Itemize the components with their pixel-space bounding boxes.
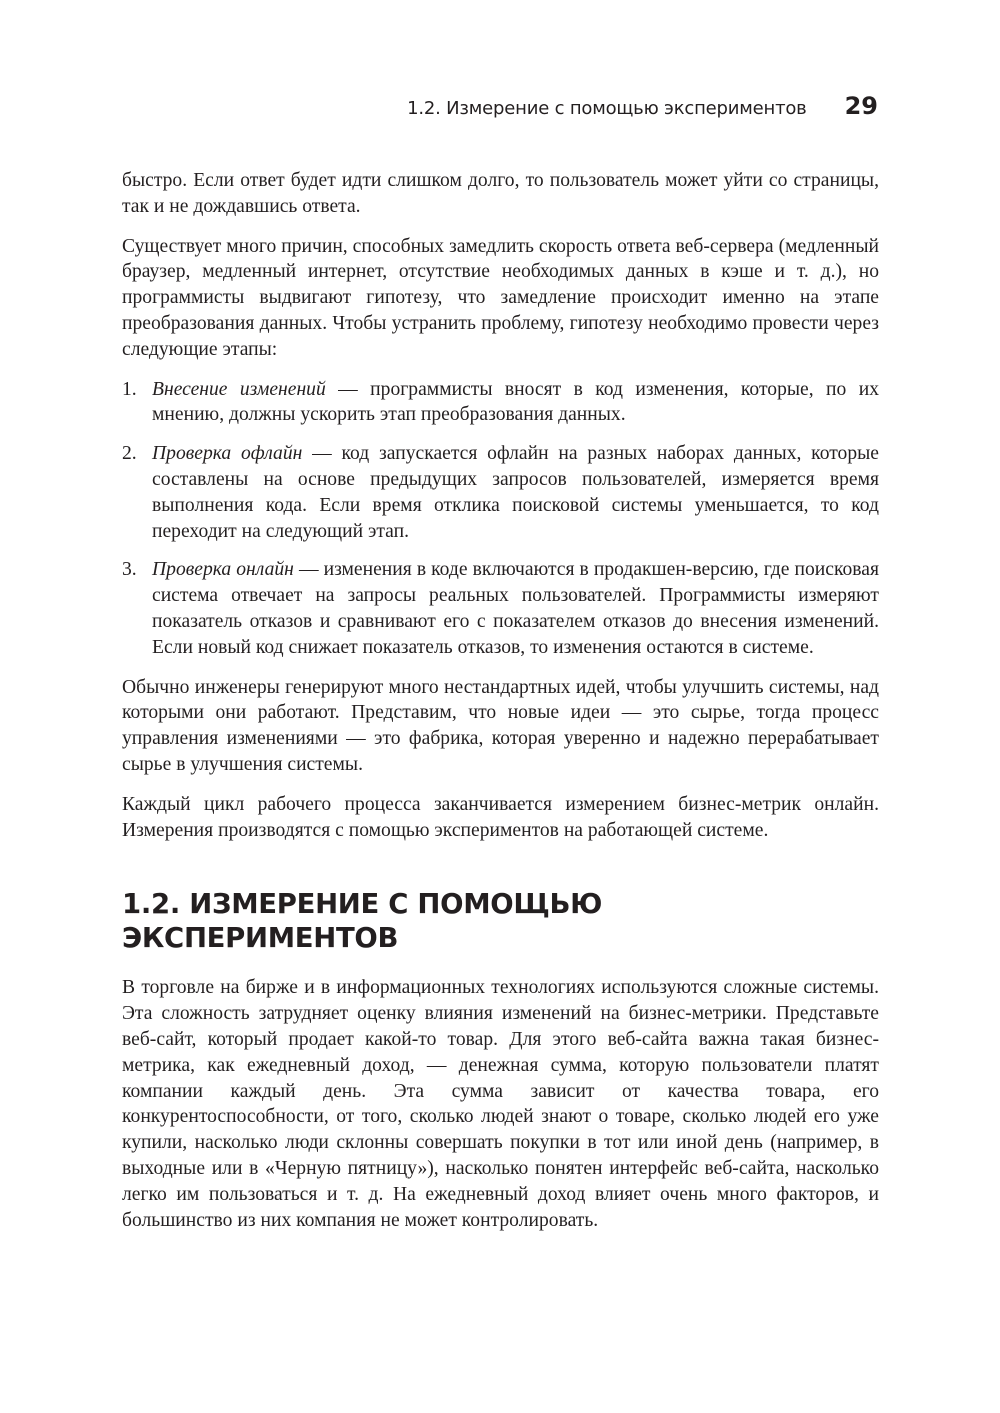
list-item-text: — программисты вносят в код изменения, которые, по их мнению, должны ускорить этап преобразования данных. bbox=[152, 378, 879, 426]
list-item-term: Проверка офлайн bbox=[152, 443, 303, 465]
list-item-term: Проверка онлайн bbox=[152, 559, 294, 581]
section-heading: 1.2. ИЗМЕРЕНИЕ С ПОМОЩЬЮ ЭКСПЕРИМЕНТОВ bbox=[122, 888, 603, 955]
body-text bbox=[122, 168, 879, 1247]
list-item-number: 2. bbox=[122, 443, 137, 465]
numbered-list bbox=[122, 377, 879, 661]
list-item-number: 1. bbox=[122, 378, 137, 400]
list-item bbox=[122, 377, 879, 429]
list-item bbox=[122, 441, 879, 544]
list-item-term: Внесение изменений bbox=[152, 378, 326, 400]
page-number: 29 bbox=[844, 92, 878, 120]
list-item-text: — код запускается офлайн на разных наборах данных, которые составлены на основе предыдущих запросов пользователей, измеряется время выполнения кода. Если время отклика поисковой системы уменьшается, то код переходит на следующий этап. bbox=[152, 443, 880, 542]
paragraph: Обычно инженеры генерируют много нестандартных идей, чтобы улучшить системы, над которыми они работают. Представим, что новые идеи — это сырье, тогда процесс управления изменениями — это фабрика, которая уверенно и надежно перерабатывает сырье в улучшения системы. bbox=[122, 676, 879, 775]
running-title: 1.2. Измерение с помощью экспериментов bbox=[407, 98, 807, 119]
list-item-number: 3. bbox=[122, 559, 137, 581]
paragraph: Существует много причин, способных замедлить скорость ответа веб-сервера (медленный браузер, медленный интернет, отсутствие необходимых данных в кэше и т. д.), но программисты выдвигают гипотезу, что замедление происходит именно на этапе преобразования данных. Чтобы устранить проблему, гипотезу необходимо провести через следующие этапы: bbox=[122, 235, 879, 360]
list-item bbox=[122, 557, 879, 660]
running-header bbox=[407, 92, 878, 120]
list-item-text: — изменения в коде включаются в продакшен-версию, где поисковая система отвечает на запросы реальных пользователей. Программисты измеряют показатель отказов и сравнивают его с показателем отказов до внесения изменений. Если новый код снижает показатель отказов, то изменения остаются в системе. bbox=[152, 559, 879, 658]
paragraph: быстро. Если ответ будет идти слишком долго, то пользователь может уйти со страницы, так и не дождавшись ответа. bbox=[122, 170, 879, 217]
paragraph: В торговле на бирже и в информационных технологиях используются сложные системы. Эта сложность затрудняет оценку влияния изменений на бизнес-метрики. Представьте веб-сайт, который продает какой-то товар. Для этого веб-сайта важна такая бизнес-метрика, как ежедневный доход, — денежная сумма, которую пользователи платят компании каждый день. Эта сумма зависит от качества товара, его конкурентоспособности, от того, сколько людей знают о товаре, сколько людей его уже купили, насколько люди склонны совершать покупки в тот или иной день (например, в выходные или в «Черную пятницу»), насколько понятен интерфейс веб-сайта, насколько легко им пользоваться и т. д. На ежедневный доход влияет очень много факторов, и большинство из них компания не может контролировать. bbox=[122, 977, 879, 1231]
paragraph: Каждый цикл рабочего процесса заканчивается измерением бизнес-метрик онлайн. Измерения производятся с помощью экспериментов на работающей системе. bbox=[122, 793, 879, 841]
